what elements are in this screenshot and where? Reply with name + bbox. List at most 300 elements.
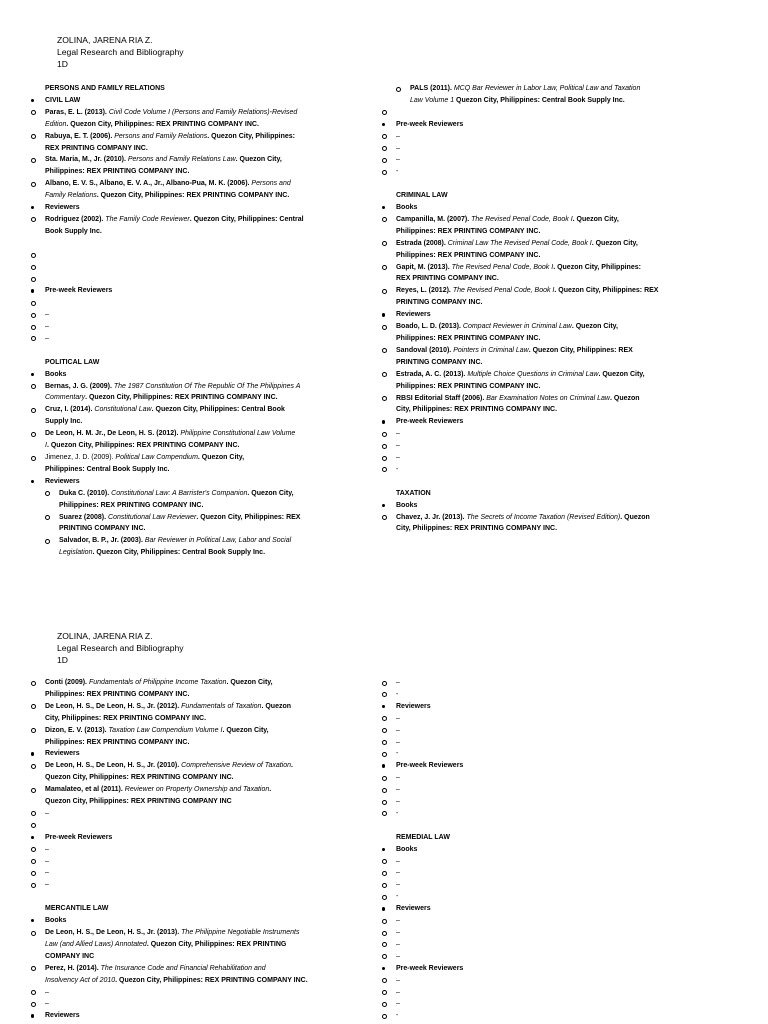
list-item xyxy=(381,131,731,143)
bullet-icon xyxy=(30,369,45,381)
citation-text: Philippines: REX PRINTING COMPANY INC. xyxy=(59,501,204,509)
item-text xyxy=(45,832,375,844)
list-item xyxy=(381,784,731,796)
bullet-icon xyxy=(381,416,396,428)
citation-text: Pre-week Reviewers xyxy=(396,418,464,426)
citation-text: - xyxy=(396,168,399,176)
item-text xyxy=(59,535,375,547)
item-text xyxy=(45,416,375,428)
circle-bullet-icon xyxy=(381,143,396,155)
spacer xyxy=(30,891,375,903)
circle-bullet-icon xyxy=(30,428,45,440)
citation-text: – xyxy=(396,786,400,794)
list-item xyxy=(381,83,731,95)
citation-text: Pre-week Reviewers xyxy=(45,833,113,841)
left-column xyxy=(30,677,375,1022)
citation-text: City, Philippines: REX PRINTING COMPANY INC. xyxy=(396,525,558,533)
title-text: Constitutional Law xyxy=(94,406,152,414)
citation-text: City, Philippines: REX PRINTING COMPANY INC. xyxy=(45,714,207,722)
list-item xyxy=(30,701,375,713)
list-item xyxy=(381,808,731,820)
item-text xyxy=(45,250,375,262)
list-item xyxy=(30,488,375,500)
citation-text: – xyxy=(396,976,400,984)
citation-text: Reviewers xyxy=(396,311,431,319)
citation-text: Salvador, B. P., Jr. (2003). xyxy=(59,537,145,545)
list-item xyxy=(30,1010,375,1022)
citation-text: Book Supply Inc. xyxy=(45,227,102,235)
list-item xyxy=(30,202,375,214)
citation-text: . Quezon City, Philippines: REX PRINTING COMPANY INC. xyxy=(46,442,240,450)
citation-text: – xyxy=(396,881,400,889)
item-text xyxy=(45,119,375,131)
circle-bullet-icon xyxy=(30,262,45,274)
citation-text: . Quezon City, Philippines: REX PRINTING COMPANY INC. xyxy=(96,192,290,200)
item-text xyxy=(396,987,731,999)
citation-text: Philippines: REX PRINTING COMPANY INC. xyxy=(45,168,190,176)
author-name: ZOLINA, JARENA RIA Z. xyxy=(57,35,153,45)
list-item xyxy=(30,178,375,190)
item-text xyxy=(396,202,731,214)
section-heading xyxy=(381,190,731,202)
list-item xyxy=(381,951,731,963)
circle-bullet-icon xyxy=(381,796,396,808)
list-item xyxy=(30,476,375,488)
citation-text: Cruz, I. (2014). xyxy=(45,406,95,414)
list-item xyxy=(381,713,731,725)
item-text xyxy=(45,131,375,143)
author-name: ZOLINA, JARENA RIA Z. xyxy=(57,631,153,641)
section-heading xyxy=(30,83,375,95)
item-text xyxy=(396,214,731,226)
indent xyxy=(381,250,396,262)
item-text xyxy=(396,879,731,891)
item-text xyxy=(45,677,375,689)
item-text xyxy=(396,963,731,975)
citation-text: Books xyxy=(45,917,67,925)
list-item xyxy=(30,512,375,524)
bullet-icon xyxy=(30,1010,45,1022)
title-text: Legislation xyxy=(59,549,93,557)
item-text xyxy=(45,83,375,95)
list-item xyxy=(381,998,731,1010)
item-text xyxy=(396,713,731,725)
bullet-icon xyxy=(30,476,45,488)
list-item xyxy=(381,416,731,428)
indent xyxy=(381,381,396,393)
circle-bullet-icon xyxy=(44,535,59,547)
indent xyxy=(30,903,45,915)
item-text xyxy=(45,178,375,190)
list-item xyxy=(381,879,731,891)
bullet-icon xyxy=(381,760,396,772)
item-text xyxy=(396,285,731,297)
list-item xyxy=(381,357,731,369)
circle-bullet-icon xyxy=(30,844,45,856)
item-text xyxy=(45,808,375,820)
item-text xyxy=(396,844,731,856)
list-item xyxy=(30,772,375,784)
list-item xyxy=(30,214,375,226)
indent xyxy=(30,166,45,178)
list-item xyxy=(381,725,731,737)
citation-text: Philippines: REX PRINTING COMPANY INC. xyxy=(396,251,541,259)
item-text xyxy=(45,333,375,345)
circle-bullet-icon xyxy=(381,428,396,440)
list-item xyxy=(30,867,375,879)
citation-text: Duka C. (2010). xyxy=(59,489,112,497)
list-item xyxy=(30,796,375,808)
citation-text: – xyxy=(45,311,49,319)
item-text xyxy=(45,939,375,951)
list-item xyxy=(381,119,731,131)
item-text xyxy=(396,238,731,250)
citation-text: – xyxy=(45,857,49,865)
citation-text: – xyxy=(396,940,400,948)
item-text xyxy=(396,784,731,796)
citation-text: Reviewers xyxy=(45,1012,80,1020)
citation-text: REX PRINTING COMPANY INC. xyxy=(45,144,148,152)
item-text xyxy=(45,452,375,464)
title-text: Insolvency Act of 2010 xyxy=(45,976,116,984)
item-text xyxy=(45,190,375,202)
list-item xyxy=(30,369,375,381)
item-text xyxy=(45,107,375,119)
section-heading xyxy=(30,95,375,107)
list-item xyxy=(381,867,731,879)
item-text xyxy=(45,951,375,963)
circle-bullet-icon xyxy=(381,927,396,939)
indent xyxy=(30,464,45,476)
spacer xyxy=(30,345,375,357)
list-item xyxy=(30,523,375,535)
item-text xyxy=(396,452,731,464)
citation-text: PRINTING COMPANY INC. xyxy=(59,525,146,533)
citation-text: – xyxy=(396,774,400,782)
circle-bullet-icon xyxy=(44,488,59,500)
citation-text: COMPANY INC xyxy=(45,952,95,960)
citation-text: - xyxy=(396,750,399,758)
list-item xyxy=(30,321,375,333)
item-text xyxy=(396,404,731,416)
bullet-icon xyxy=(30,832,45,844)
citation-text: Quezon City, Philippines: Central Book Supply Inc. xyxy=(454,96,625,104)
list-item xyxy=(30,987,375,999)
circle-bullet-icon xyxy=(395,83,410,95)
item-text xyxy=(396,689,731,701)
item-text xyxy=(45,975,375,987)
circle-bullet-icon xyxy=(30,760,45,772)
citation-text: PERSONS AND FAMILY RELATIONS xyxy=(45,85,165,92)
citation-text: – xyxy=(396,869,400,877)
citation-text: . Quezon City, xyxy=(571,323,618,331)
circle-bullet-icon xyxy=(30,381,45,393)
citation-text: Rodriguez (2002). xyxy=(45,215,106,223)
item-text xyxy=(396,464,731,476)
title-text: Multiple Choice Questions in Criminal Law xyxy=(467,370,599,378)
indent xyxy=(30,440,45,452)
indent xyxy=(30,939,45,951)
circle-bullet-icon xyxy=(381,689,399,701)
citation-text: – xyxy=(396,798,400,806)
citation-text: – xyxy=(396,156,400,164)
indent xyxy=(44,523,59,535)
title-text: Commentary xyxy=(45,394,86,402)
list-item xyxy=(30,879,375,891)
circle-bullet-icon xyxy=(381,452,396,464)
item-text xyxy=(396,891,731,903)
title-text: Constitutional Law: A Barrister's Companion xyxy=(111,489,248,497)
circle-bullet-icon xyxy=(381,131,396,143)
citation-text: MERCANTILE LAW xyxy=(45,905,109,913)
item-text xyxy=(45,476,375,488)
list-item xyxy=(381,927,731,939)
citation-text: Conti (2009). xyxy=(45,679,89,686)
list-item xyxy=(381,143,731,155)
list-item xyxy=(30,844,375,856)
citation-text: City, Philippines: REX PRINTING COMPANY INC. xyxy=(396,406,558,414)
item-text xyxy=(45,998,375,1010)
list-item xyxy=(30,333,375,345)
item-text xyxy=(396,309,731,321)
citation-text: – xyxy=(45,845,49,853)
citation-text: . Quezon City, xyxy=(591,239,638,247)
title-text: Compact Reviewer in Criminal Law xyxy=(462,323,572,331)
item-text xyxy=(410,95,731,107)
title-text: The Philippine Negotiable Instruments xyxy=(181,929,300,936)
citation-text: Quezon City, Philippines: REX PRINTING COMPANY INC. xyxy=(45,774,234,782)
list-item xyxy=(381,939,731,951)
list-item xyxy=(381,512,731,524)
indent xyxy=(30,83,45,95)
indent xyxy=(381,190,396,202)
item-text xyxy=(396,262,731,274)
list-item xyxy=(30,737,375,749)
indent xyxy=(381,404,396,416)
circle-bullet-icon xyxy=(381,951,396,963)
item-text xyxy=(45,392,375,404)
indent xyxy=(381,523,396,535)
circle-bullet-icon xyxy=(381,285,396,297)
list-item xyxy=(381,285,731,297)
item-text xyxy=(396,772,731,784)
citation-text: . Quezon City, Philippines: xyxy=(207,132,296,140)
item-text xyxy=(45,428,375,440)
citation-text: . Quezon xyxy=(261,702,292,710)
citation-text: . Quezon City, Philippines: REX xyxy=(196,513,301,521)
indent xyxy=(381,488,396,500)
list-item xyxy=(30,939,375,951)
list-item xyxy=(381,737,731,749)
item-text xyxy=(45,321,375,333)
item-text xyxy=(45,915,375,927)
circle-bullet-icon xyxy=(381,725,396,737)
list-item xyxy=(30,689,375,701)
citation-text: Philippines: REX PRINTING COMPANY INC. xyxy=(396,335,541,342)
circle-bullet-icon xyxy=(30,107,45,119)
circle-bullet-icon xyxy=(30,452,45,464)
citation-text: Boado, L. D. (2013). xyxy=(396,323,463,331)
title-text: Persons and Family Relations xyxy=(114,132,208,140)
list-item xyxy=(381,297,731,309)
citation-text: Estrada (2008). xyxy=(396,239,448,247)
list-item xyxy=(381,333,731,345)
list-item xyxy=(30,107,375,119)
title-text: Comprehensive Review of Taxation xyxy=(181,762,292,770)
list-item xyxy=(30,832,375,844)
circle-bullet-icon xyxy=(30,784,45,796)
list-item xyxy=(381,464,731,476)
citation-text: . Quezon City, Philippines: REX PRINTING xyxy=(146,940,287,948)
list-item xyxy=(381,381,731,393)
citation-text: . Quezon City, xyxy=(235,156,282,164)
list-item xyxy=(30,547,375,559)
item-text xyxy=(45,748,375,760)
circle-bullet-icon xyxy=(381,369,396,381)
item-text xyxy=(45,1010,375,1022)
citation-text: . Quezon City, Philippines: REX PRINTING COMPANY INC. xyxy=(115,976,308,984)
citation-text: Books xyxy=(396,501,418,509)
item-text xyxy=(396,796,731,808)
circle-bullet-icon xyxy=(30,131,45,143)
item-text xyxy=(45,143,375,155)
item-text xyxy=(45,166,375,178)
list-item xyxy=(30,713,375,725)
item-text xyxy=(45,262,375,274)
title-text: Fundamentals of Taxation xyxy=(181,702,262,710)
title-text: The Revised Penal Code, Book I xyxy=(471,215,573,223)
list-item xyxy=(381,154,731,166)
bullet-icon xyxy=(381,701,396,713)
list-item xyxy=(381,689,731,701)
section-heading xyxy=(30,357,375,369)
item-text xyxy=(59,500,375,512)
item-text xyxy=(396,393,731,405)
title-text: Persons and Family Relations Law xyxy=(127,156,236,164)
spacer xyxy=(381,820,731,832)
citation-text: PALS (2011). xyxy=(410,85,454,92)
list-item xyxy=(30,392,375,404)
title-text: Fundamentals of Philippine Income Taxation xyxy=(88,679,227,686)
citation-text: . Quezon xyxy=(620,513,650,521)
citation-text: Albano, E. V. S., Albano, E. V. A., Jr., Albano-Pua, M. K. (2006). xyxy=(45,180,252,188)
citation-text: Sta. Maria, M., Jr. (2010). xyxy=(45,156,128,164)
list-item xyxy=(381,273,731,285)
list-item xyxy=(381,262,731,274)
list-item xyxy=(30,808,375,820)
circle-bullet-icon xyxy=(381,464,399,476)
list-item xyxy=(30,428,375,440)
citation-text: - xyxy=(396,1012,399,1020)
item-text xyxy=(45,202,375,214)
item-text xyxy=(396,333,731,345)
circle-bullet-icon xyxy=(30,987,45,999)
item-text xyxy=(396,345,731,357)
item-text xyxy=(45,713,375,725)
item-text xyxy=(410,83,731,95)
section-code: 1D xyxy=(57,59,68,69)
citation-text: – xyxy=(396,442,400,450)
circle-bullet-icon xyxy=(44,512,59,524)
item-text xyxy=(396,297,731,309)
item-text xyxy=(45,369,375,381)
list-item xyxy=(30,856,375,868)
citation-text: – xyxy=(396,144,400,152)
citation-text: . Quezon City, Philippines: REX PRINTING COMPANY INC. xyxy=(66,120,259,128)
title-text: Edition xyxy=(45,120,67,128)
citation-text: . Quezon City, xyxy=(572,215,619,223)
list-item xyxy=(381,748,731,760)
citation-text: – xyxy=(396,929,400,937)
citation-text: Supply Inc. xyxy=(45,418,83,426)
list-item xyxy=(30,748,375,760)
list-item xyxy=(381,95,731,107)
item-text xyxy=(45,820,375,832)
indent xyxy=(381,832,396,844)
title-text: Criminal Law The Revised Penal Code, Book I xyxy=(447,239,592,247)
indent xyxy=(30,975,45,987)
circle-bullet-icon xyxy=(381,748,399,760)
circle-bullet-icon xyxy=(381,214,396,226)
list-item xyxy=(381,321,731,333)
list-item xyxy=(381,440,731,452)
citation-text: . xyxy=(269,786,272,794)
list-item xyxy=(381,250,731,262)
citation-text: PRINTING COMPANY INC. xyxy=(396,358,483,366)
indent xyxy=(395,95,410,107)
citation-text: . Quezon City, xyxy=(598,370,645,378)
citation-text: REX PRINTING COMPANY INC. xyxy=(396,275,499,283)
citation-text: Jimenez, J. D. (2009). xyxy=(45,454,116,461)
item-text xyxy=(396,1010,731,1022)
list-item xyxy=(381,987,731,999)
indent xyxy=(30,357,45,369)
list-item xyxy=(30,452,375,464)
citation-text: Books xyxy=(396,204,418,212)
bullet-icon xyxy=(30,915,45,927)
circle-bullet-icon xyxy=(381,440,396,452)
item-text xyxy=(45,285,375,297)
right-column xyxy=(381,83,731,535)
citation-text: De Leon, H. M. Jr., De Leon, H. S. (2012). xyxy=(45,430,181,438)
item-text xyxy=(396,500,731,512)
citation-text: Books xyxy=(396,845,418,853)
citation-text: – xyxy=(396,714,400,722)
list-item xyxy=(381,393,731,405)
circle-bullet-icon xyxy=(381,808,399,820)
item-text xyxy=(45,701,375,713)
item-text xyxy=(396,975,731,987)
circle-bullet-icon xyxy=(381,784,396,796)
citation-text: Pre-week Reviewers xyxy=(396,964,464,972)
item-text xyxy=(396,927,731,939)
citation-text: . Quezon City, xyxy=(197,454,245,461)
list-item xyxy=(381,214,731,226)
list-item xyxy=(30,963,375,975)
list-item xyxy=(381,202,731,214)
citation-text: Sandoval (2010). xyxy=(396,346,454,354)
citation-text: . Quezon City, Philippines: Central xyxy=(189,215,304,223)
circle-bullet-icon xyxy=(30,250,45,262)
list-item xyxy=(30,119,375,131)
circle-bullet-icon xyxy=(381,677,396,689)
circle-bullet-icon xyxy=(30,963,45,975)
item-text xyxy=(45,903,375,915)
item-text xyxy=(396,903,731,915)
item-text xyxy=(45,760,375,772)
item-text xyxy=(396,273,731,285)
list-item xyxy=(381,500,731,512)
